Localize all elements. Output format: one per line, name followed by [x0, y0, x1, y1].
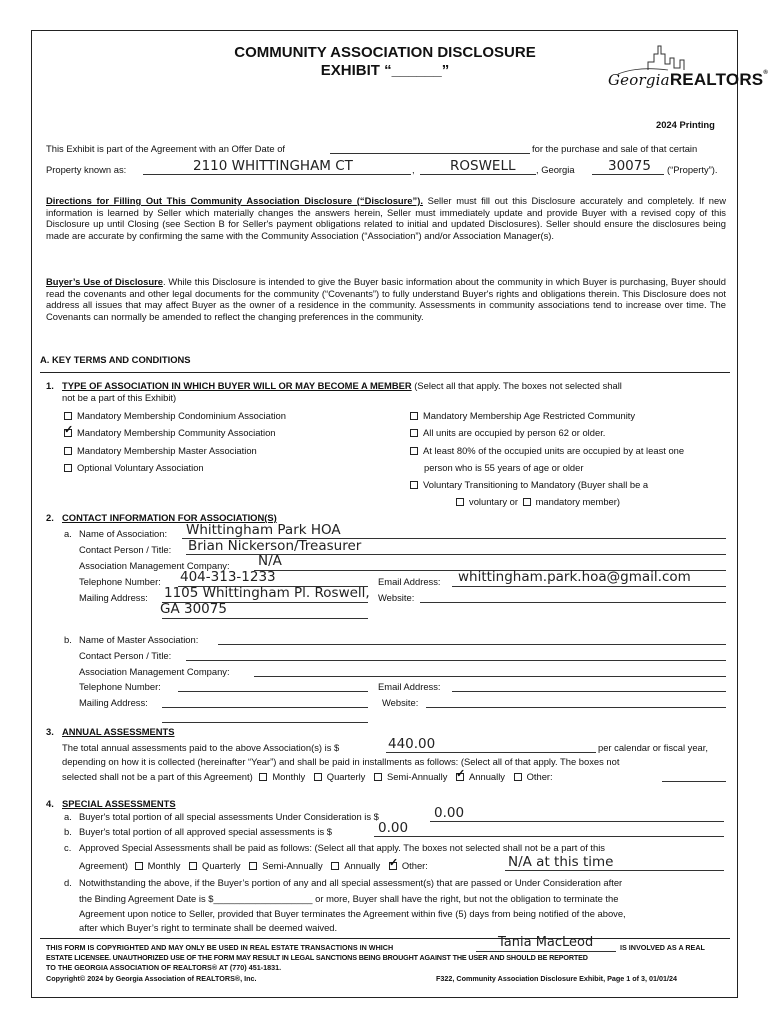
directions-paragraph [46, 195, 726, 241]
licensee-name[interactable]: Tania MacLeod [498, 935, 594, 950]
item2-a-label: a. [64, 528, 72, 539]
checkbox-icon[interactable] [410, 481, 418, 489]
b-phone-line[interactable] [178, 691, 368, 692]
item4-b-text: Buyer's total portion of all approved special assessments is $ [79, 826, 332, 837]
mailing-label: Mailing Address: [79, 592, 148, 603]
footer-line1 [46, 943, 393, 953]
checkbox-icon[interactable] [514, 773, 522, 781]
item3-number: 3. [46, 726, 54, 737]
assoc-option-80-percent-cont: person who is 55 years of age or older [424, 462, 584, 473]
mailing-value-2[interactable]: GA 30075 [160, 601, 227, 617]
option-monthly: Monthly [272, 771, 306, 782]
mgmt-value[interactable]: N/A [258, 553, 282, 569]
item4-c-other-line [505, 870, 724, 871]
item2-number: 2. [46, 512, 54, 523]
master-assoc-line[interactable] [218, 644, 726, 645]
checkbox-icon[interactable] [135, 862, 143, 870]
item4-b-value[interactable]: 0.00 [378, 820, 409, 836]
item4-d-line3: Agreement upon notice to Seller, provided that Buyer terminates the Agreement within five (5) days from being notified of the above, [79, 908, 626, 919]
item4-a-text: Buyer's total portion of all special assessments Under Consideration is $ [79, 811, 379, 822]
checkbox-icon[interactable] [410, 447, 418, 455]
item4-d-line4: after which Buyer’s right to terminate shall be deemed waived. [79, 922, 338, 933]
assoc-option-master[interactable] [64, 445, 257, 457]
checkbox-icon[interactable] [314, 773, 322, 781]
assoc-option-community[interactable] [64, 427, 276, 439]
option-annually: Annually [469, 771, 505, 782]
item1-heading: TYPE OF ASSOCIATION IN WHICH BUYER WILL OR MAY BECOME A MEMBER [62, 380, 412, 391]
item4-d-line1: Notwithstanding the above, if the Buyer’s portion of any and all special assessment(s) that are passed or Under Consideration after [79, 877, 623, 888]
intro-line2-start: Property known as: [46, 164, 127, 175]
printing-year: 2024 Printing [656, 119, 715, 130]
property-label: (“Property”). [667, 164, 718, 175]
footer-line2: ESTATE LICENSEE. UNAUTHORIZED USE OF THE FORM MAY RESULT IN LEGAL SANCTIONS BEING BROUGHT AGAINST THE USER AND SHOULD BE REPORTED [46, 953, 588, 962]
item1-note-cont: not be a part of this Exhibit) [62, 392, 177, 403]
b-email-label: Email Address: [378, 681, 441, 692]
checkbox-icon[interactable] [64, 447, 72, 455]
checkbox-icon[interactable] [523, 498, 531, 506]
checkbox-icon[interactable] [410, 429, 418, 437]
property-zip[interactable]: 30075 [608, 158, 651, 174]
b-email-line[interactable] [452, 691, 726, 692]
email-value[interactable]: whittingham.park.hoa@gmail.com [458, 569, 691, 585]
item3-line3 [62, 771, 553, 783]
item4-b-label: b. [64, 826, 72, 837]
item2-b-label: b. [64, 634, 72, 645]
b-contact-line[interactable] [186, 660, 726, 661]
checkbox-checked-icon[interactable] [64, 429, 72, 437]
directions-body: Seller must fill out this Disclosure accurately and completely. If new information is learned by Seller which materially changes the answers herein, Seller must immediately update and provide Buyer with a revised copy of this Disclosure up until Closing (see Section B for Seller's payment obligations related to initial and updated Disclosures). Seller should ensure the disclosures being made are accurate by confirming the same with the Community Association (“Association”) and/or Association Manager(s). [46, 195, 727, 241]
item4-c-label: c. [64, 842, 72, 853]
assoc-option-voluntary[interactable] [64, 462, 204, 474]
title-line-1: COMMUNITY ASSOCIATION DISCLOSURE [234, 44, 536, 61]
option-label: Mandatory Membership Master Association [77, 445, 257, 456]
master-assoc-label: Name of Master Association: [79, 634, 199, 645]
footer-line1-start: THIS FORM IS COPYRIGHTED AND MAY ONLY BE USED IN REAL ESTATE TRANSACTIONS IN WHICH [46, 943, 394, 952]
b-mailing-line-1[interactable] [162, 707, 368, 708]
mailing-line-2 [162, 618, 368, 619]
assoc-option-80-percent[interactable] [410, 445, 684, 457]
annual-amount-value[interactable]: 440.00 [388, 736, 436, 752]
checkbox-icon[interactable] [64, 464, 72, 472]
assoc-option-62-older[interactable] [410, 427, 605, 439]
item1-title [62, 380, 622, 392]
option-quarterly: Quarterly [202, 860, 241, 871]
b-mailing-line-2[interactable] [162, 722, 368, 723]
item4-c-text2: Agreement) [79, 860, 128, 871]
item4-c-options [79, 860, 428, 872]
logo-georgia: Georgia [608, 71, 670, 89]
item1-note: (Select all that apply. The boxes not selected shall [411, 380, 622, 391]
option-annually: Annually [344, 860, 381, 871]
item4-d-line2: the Binding Agreement Date is $___________________ or more, Buyer shall have the right, but not the obligation to terminate the [79, 893, 619, 904]
checkbox-checked-icon[interactable] [389, 862, 397, 870]
mgmt-label: Association Management Company: [79, 560, 230, 571]
checkbox-icon[interactable] [249, 862, 257, 870]
licensee-line [476, 951, 616, 952]
item4-c-other-value[interactable]: N/A at this time [508, 854, 614, 870]
option-label: At least 80% of the occupied units are occupied by at least one [423, 445, 685, 456]
buyers-use-paragraph [46, 276, 726, 322]
item3-line2: depending on how it is collected (hereinafter “Year”) and shall be paid in installments as follows: (Select all of that apply. The boxes not [62, 756, 620, 767]
item4-a-line [430, 821, 724, 822]
intro-line1-start: This Exhibit is part of the Agreement with an Offer Date of [46, 143, 286, 154]
item2-heading: CONTACT INFORMATION FOR ASSOCIATION(S) [62, 512, 277, 523]
annual-other-line[interactable] [662, 781, 726, 782]
item3-line1-start: The total annual assessments paid to the above Association(s) is $ [62, 742, 340, 753]
option-label: All units are occupied by person 62 or older. [423, 427, 606, 438]
annual-amount-line [386, 752, 596, 753]
option-quarterly: Quarterly [326, 771, 366, 782]
option-label: Mandatory Membership Age Restricted Community [423, 410, 636, 421]
title-line-2: EXHIBIT “______” [320, 62, 450, 79]
contact-label: Contact Person / Title: [79, 544, 172, 555]
assoc-name-label: Name of Association: [79, 528, 168, 539]
option-other: Other: [401, 860, 428, 871]
item3-heading: ANNUAL ASSESSMENTS [62, 726, 175, 737]
property-address[interactable]: 2110 WHITTINGHAM CT [193, 158, 353, 174]
member-type-options [456, 496, 620, 508]
offer-date-field[interactable] [330, 153, 530, 154]
item1-number: 1. [46, 380, 54, 391]
item4-number: 4. [46, 798, 54, 809]
option-label: Optional Voluntary Association [77, 462, 204, 473]
item4-heading: SPECIAL ASSESSMENTS [62, 798, 176, 809]
checkbox-icon[interactable] [410, 412, 418, 420]
b-contact-label: Contact Person / Title: [79, 650, 172, 661]
option-label: Voluntary Transitioning to Mandatory (Buyer shall be a [423, 479, 649, 490]
item4-a-value[interactable]: 0.00 [434, 805, 465, 821]
intro-line1-end: for the purchase and sale of that certain [532, 143, 698, 154]
item3-line3-text: selected shall not be a part of this Agreement) [62, 771, 253, 782]
logo-realtors: REALTORS [669, 70, 764, 89]
option-semi-annually: Semi-Annually [386, 771, 448, 782]
item4-c-text: Approved Special Assessments shall be paid as follows: (Select all that apply. The boxes not selected shall not be a part of this [79, 842, 605, 853]
option-monthly: Monthly [147, 860, 181, 871]
checkbox-icon[interactable] [64, 412, 72, 420]
mailing-value-1[interactable]: 1105 Whittingham Pl. Roswell, [164, 585, 370, 601]
footer-line1-end: IS INVOLVED AS A REAL [620, 943, 705, 952]
voluntary-label: voluntary or [469, 496, 518, 507]
option-label: Mandatory Membership Condominium Association [77, 410, 286, 421]
website-line[interactable] [420, 602, 726, 603]
b-mgmt-label: Association Management Company: [79, 666, 230, 677]
b-mgmt-line[interactable] [254, 676, 726, 677]
checkbox-checked-icon[interactable] [456, 773, 464, 781]
contact-value[interactable]: Brian Nickerson/Treasurer [188, 538, 362, 554]
city-field-line [420, 174, 536, 175]
b-website-line[interactable] [426, 707, 726, 708]
email-line [452, 586, 726, 587]
georgia-label: , Georgia [536, 164, 575, 175]
footer-line3: TO THE GEORGIA ASSOCIATION OF REALTORS® AT (770) 451-1831. [46, 963, 282, 972]
assoc-option-condo[interactable] [64, 410, 286, 422]
section-a-heading: A. KEY TERMS AND CONDITIONS [40, 354, 191, 365]
form-title [190, 44, 580, 79]
logo-registered-mark: ® [763, 70, 768, 76]
address-field-line [143, 174, 411, 175]
zip-field-line [592, 174, 664, 175]
property-city[interactable]: ROSWELL [450, 158, 516, 174]
checkbox-icon[interactable] [456, 498, 464, 506]
georgia-realtors-logo [608, 40, 768, 98]
item4-b-line [374, 836, 724, 837]
item4-d-label: d. [64, 877, 72, 888]
option-other: Other: [526, 771, 553, 782]
mandatory-label: mandatory member) [535, 496, 620, 507]
checkbox-icon[interactable] [259, 773, 267, 781]
assoc-option-transitioning[interactable] [410, 479, 648, 491]
email-label: Email Address: [378, 576, 441, 587]
checkbox-icon[interactable] [189, 862, 197, 870]
phone-value[interactable]: 404-313-1233 [180, 569, 276, 585]
b-website-label: Website: [382, 697, 419, 708]
item4-a-label: a. [64, 811, 72, 822]
website-label: Website: [378, 592, 415, 603]
footer-form-id: F322, Community Association Disclosure Exhibit, Page 1 of 3, 01/01/24 [436, 974, 677, 983]
b-phone-label: Telephone Number: [79, 681, 161, 692]
buyers-use-body: . While this Disclosure is intended to give the Buyer basic information about the community in which Buyer is purchasing, Buyer should read the covenants and other legal documents for the community (“Covenants”) to fully understand Buyer's rights and obligations therein. This Disclosure does not address all issues that may affect Buyer as the owner of a residence in the community. Assessments in community associations tend to increase over time. The Covenants can normally be amended to reflect the changing preferences in the community. [46, 276, 726, 322]
section-a-divider [40, 372, 730, 373]
checkbox-icon[interactable] [331, 862, 339, 870]
footer-copyright: Copyright© 2024 by Georgia Association of REALTORS®, Inc. [46, 974, 257, 983]
logo-text [608, 70, 768, 90]
item3-line1-end: per calendar or fiscal year, [598, 742, 708, 753]
b-mailing-label: Mailing Address: [79, 697, 148, 708]
assoc-name-value[interactable]: Whittingham Park HOA [186, 522, 341, 538]
buyers-use-heading: Buyer’s Use of Disclosure [46, 276, 163, 287]
footer-divider [40, 938, 730, 939]
checkbox-icon[interactable] [374, 773, 382, 781]
comma: , [412, 164, 415, 175]
option-semi-annually: Semi-Annually [262, 860, 323, 871]
option-label: Mandatory Membership Community Association [77, 427, 276, 438]
directions-heading: Directions for Filling Out This Community Association Disclosure (“Disclosure”). [46, 195, 423, 206]
assoc-option-age-restricted[interactable] [410, 410, 635, 422]
phone-label: Telephone Number: [79, 576, 161, 587]
